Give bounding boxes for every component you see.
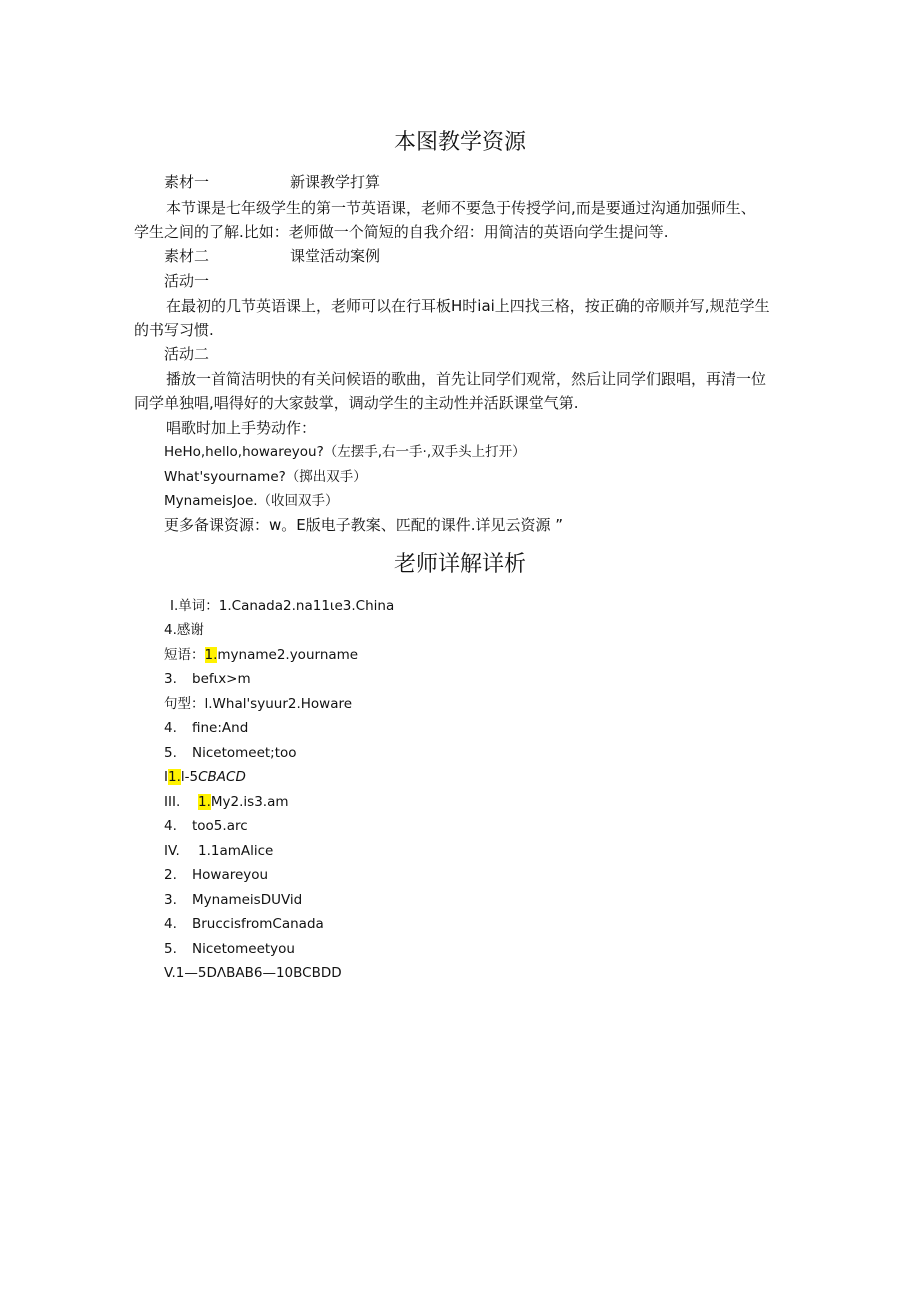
item-number: IV. xyxy=(164,843,180,859)
paragraph2-line1: 在最初的几节英语课上，老师可以在行耳板H时iai上四找三格，按正确的帝顺并写,规范学生 xyxy=(166,297,770,315)
answer-sentence-5 xyxy=(164,743,297,763)
song-line-3: MynameisJoe.（收回双手） xyxy=(164,493,339,509)
paragraph1-line2: 学生之间的了解.比如：老师做一个简短的自我介绍：用简洁的英语向学生提问等. xyxy=(134,223,669,241)
item-text: Howareyou xyxy=(192,867,269,883)
paragraph3-line1: 播放一首简洁明快的有关问候语的歌曲，首先让同学们观常，然后让同学们跟唱，再清一位 xyxy=(166,370,767,388)
iii-text: My2.is3.am xyxy=(210,794,289,810)
answer-sentence-4 xyxy=(164,718,248,738)
answer-iv-4 xyxy=(164,914,324,934)
paragraph3-line2: 同学单独唱,唱得好的大家鼓掌，调动学生的主动性并活跃课堂气第. xyxy=(134,394,579,412)
material1-label: 素材一 xyxy=(164,173,210,191)
item-number: III. xyxy=(164,794,181,810)
phrase-text: myname2.yourname xyxy=(217,647,359,663)
item-text: Nicetomeetyou xyxy=(192,941,295,957)
section-title-resources: 本图教学资源 xyxy=(393,130,526,155)
iii-highlight: 1. xyxy=(198,794,211,810)
item-number: 2. xyxy=(164,867,177,883)
answer-phrases xyxy=(164,645,358,665)
song-line-2: What'syourname?（掷出双手） xyxy=(164,469,367,485)
answer-iii-4 xyxy=(164,816,248,836)
answer-iii xyxy=(164,792,289,812)
answer-v: V.1—5DΛBAB6—10BCBDD xyxy=(164,965,342,981)
answer-iv-2 xyxy=(164,865,268,885)
ii-prefix: I xyxy=(164,769,168,785)
answer-iv xyxy=(164,841,273,861)
activity1-label: 活动一 xyxy=(164,272,210,290)
item-text: fine:And xyxy=(192,720,249,736)
answer-word-4: 4.感谢 xyxy=(164,622,204,638)
item-number: 4. xyxy=(164,818,177,834)
item-number: 5. xyxy=(164,941,177,957)
item-text: too5.arc xyxy=(192,818,248,834)
phrase-label: 短语： xyxy=(164,647,205,663)
song-intro: 唱歌时加上手势动作： xyxy=(166,419,317,437)
phrase-highlight: 1. xyxy=(204,647,218,663)
song-line-1: HeHo,hello,howareyou?（左摆手,右一手·,双手头上打开） xyxy=(164,444,526,460)
item-text: Nicetomeet;too xyxy=(192,745,297,761)
activity2-label: 活动二 xyxy=(164,345,210,363)
answer-phrase-3 xyxy=(164,669,251,689)
answer-i-words: I.单词：1.Canada2.na11ιe3.China xyxy=(170,598,395,614)
item-number: 3. xyxy=(164,892,177,908)
item-number: 4. xyxy=(164,916,177,932)
ii-answers: CBACD xyxy=(198,769,246,785)
answer-iv-3 xyxy=(164,890,302,910)
section-title-explanations: 老师详解详析 xyxy=(393,552,526,577)
answer-ii xyxy=(164,767,246,787)
ii-highlight: 1. xyxy=(167,769,181,785)
item-number: 5. xyxy=(164,745,177,761)
more-resources: 更多备课资源：w。E版电子教案、匹配的课件.详见云资源 ” xyxy=(164,516,564,534)
item-text: befιx>m xyxy=(192,671,251,687)
item-text: BruccisfromCanada xyxy=(192,916,324,932)
ii-range: l-5 xyxy=(180,769,199,785)
item-text: MynameisDUVid xyxy=(192,892,303,908)
item-number: 3. xyxy=(164,671,177,687)
item-text: 1.1amAlice xyxy=(198,843,274,859)
answer-iv-5 xyxy=(164,939,295,959)
answer-sentences: 句型：l.Whal'syuur2.Howare xyxy=(164,696,353,712)
material1-heading: 新课教学打算 xyxy=(290,173,381,191)
material2-heading: 课堂活动案例 xyxy=(290,247,381,265)
paragraph1-line1: 本节课是七年级学生的第一节英语课，老师不要急于传授学问,而是要通过沟通加强师生、 xyxy=(166,199,756,217)
item-number: 4. xyxy=(164,720,177,736)
paragraph2-line2: 的书写习惯. xyxy=(134,321,214,339)
material2-label: 素材二 xyxy=(164,247,210,265)
